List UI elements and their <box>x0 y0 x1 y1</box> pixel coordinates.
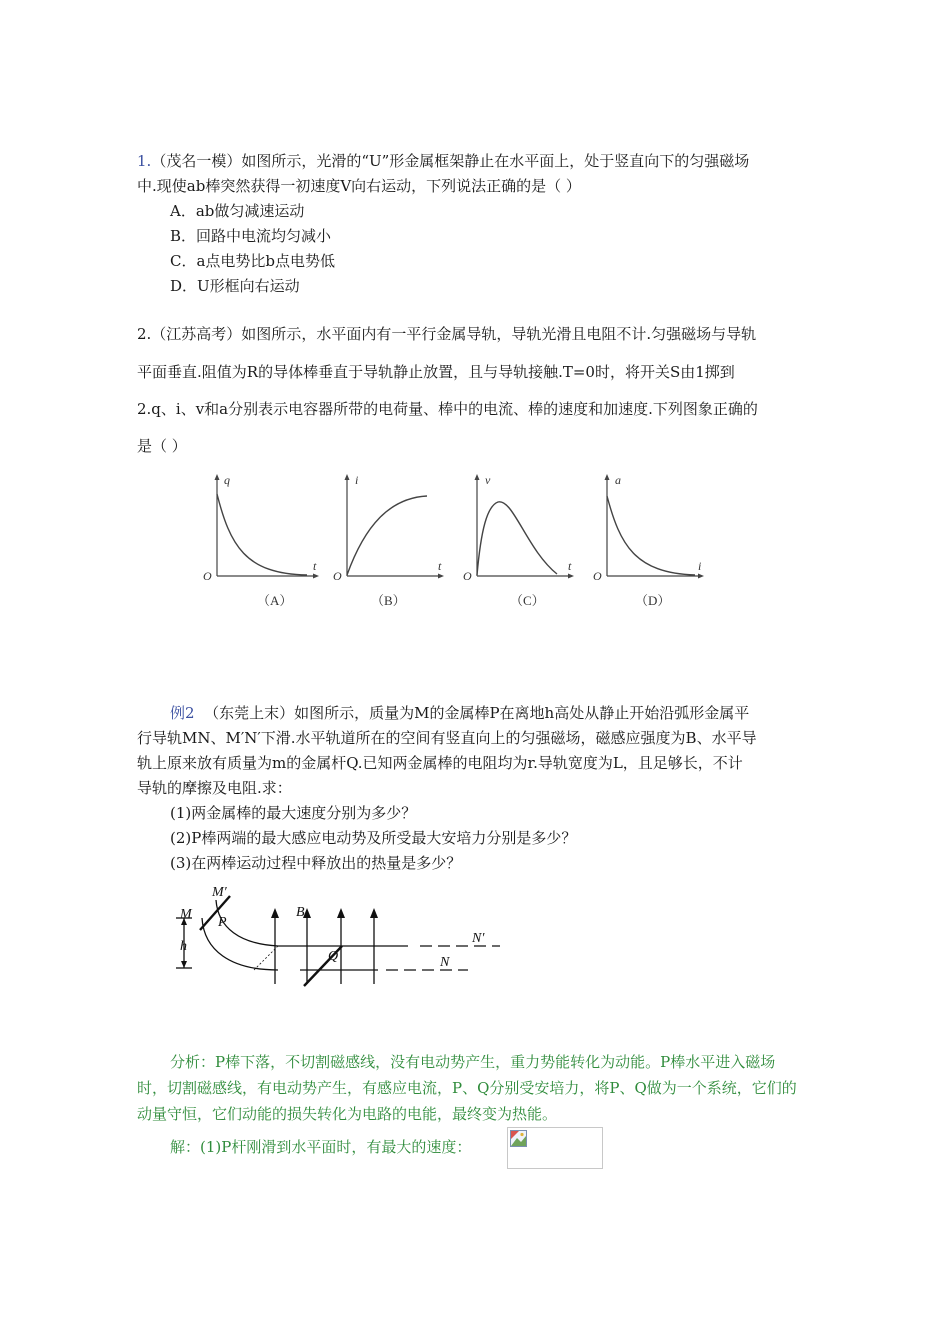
label-m: M <box>180 907 192 922</box>
graph-d-ylabel: a <box>615 473 621 487</box>
graph-c-origin: O <box>463 569 472 583</box>
label-n-prime: N′ <box>472 931 485 946</box>
analysis-line3: 动量守恒，它们动能的损失转化为电路的电能，最终变为热能。 <box>137 1105 558 1123</box>
analysis-line2: 时，切割磁感线，有电动势产生，有感应电流，P、Q分别受安培力，将P、Q做为一个系统，它们的 <box>137 1079 797 1097</box>
label-m-prime: M′ <box>212 885 227 900</box>
q2-graphs <box>195 470 715 620</box>
graph-d-origin: O <box>593 569 602 583</box>
graph-a-xlabel: t <box>313 559 317 573</box>
graph-c-xlabel: t <box>568 559 572 573</box>
graph-c-caption: （C） <box>510 593 545 608</box>
analysis-line1: 分析：P棒下落，不切割磁感线，没有电动势产生，重力势能转化为动能。P棒水平进入磁场 <box>170 1053 776 1071</box>
q1-option-c: C．a点电势比b点电势低 <box>170 252 336 270</box>
label-q: Q <box>328 949 339 964</box>
ex2-sub2: (2)P棒两端的最大感应电动势及所受最大安培力分别是多少？ <box>170 829 577 847</box>
q1-option-b: B．回路中电流均匀减小 <box>170 227 332 245</box>
q1-option-d: D．U形框向右运动 <box>170 277 300 295</box>
graph-a-ylabel: q <box>224 473 230 487</box>
ex2-line4: 导轨的摩擦及电阻.求： <box>137 779 292 797</box>
graph-c-ylabel: v <box>485 473 491 487</box>
graph-a-caption: （A） <box>257 593 293 608</box>
ex2-line2: 行导轨MN、M′N′下滑.水平轨道所在的空间有竖直向上的匀强磁场，磁感应强度为B、水平导 <box>137 729 757 747</box>
label-h: h <box>180 939 187 954</box>
rail-figure <box>170 878 510 988</box>
ex2-line1: 例2 （东莞上末）如图所示，质量为M的金属棒P在离地h高处从静止开始沿弧形金属平 <box>170 704 750 722</box>
graph-b-caption: （B） <box>371 593 406 608</box>
solution-line: 解：(1)P杆刚滑到水平面时，有最大的速度： <box>170 1138 472 1156</box>
ex2-sub1: (1)两金属棒的最大速度分别为多少？ <box>170 804 417 822</box>
q2-line2: 平面垂直.阻值为R的导体棒垂直于导轨静止放置，且与导轨接触.T=0时，将开关S由1掷到 <box>137 363 735 381</box>
q2-line4: 是（ ） <box>137 437 187 455</box>
q1-line2: 中.现使ab棒突然获得一初速度V向右运动，下列说法正确的是（ ） <box>137 177 581 195</box>
label-p: P <box>218 915 227 930</box>
graph-b-xlabel: t <box>438 559 442 573</box>
q1-number: 1. <box>137 152 152 170</box>
graph-b-origin: O <box>333 569 342 583</box>
ex2-sub3: (3)在两棒运动过程中释放出的热量是多少？ <box>170 854 462 872</box>
q2-line1: 2.（江苏高考）如图所示，水平面内有一平行金属导轨，导轨光滑且电阻不计.匀强磁场与导轨 <box>137 325 757 343</box>
graph-d-caption: （D） <box>635 593 671 608</box>
broken-image-icon <box>510 1130 528 1148</box>
broken-image-placeholder <box>507 1127 603 1169</box>
graph-b-ylabel: i <box>355 473 359 487</box>
q2-line3: 2.q、i、v和a分别表示电容器所带的电荷量、棒中的电流、棒的速度和加速度.下列图象正确的 <box>137 400 758 418</box>
q1-line1: 1.（茂名一模）如图所示，光滑的“U”形金属框架静止在水平面上，处于竖直向下的匀强磁场 <box>137 152 750 170</box>
label-n: N <box>440 955 450 970</box>
q1-option-a: A．ab做匀减速运动 <box>170 202 305 220</box>
graph-a-origin: O <box>203 569 212 583</box>
graph-d-xlabel: i <box>698 559 702 573</box>
ex2-line3: 轨上原来放有质量为m的金属杆Q.已知两金属棒的电阻均为r.导轨宽度为L，且足够长，不计 <box>137 754 743 772</box>
ex2-label: 例2 <box>170 704 195 722</box>
label-b: B <box>296 905 305 920</box>
